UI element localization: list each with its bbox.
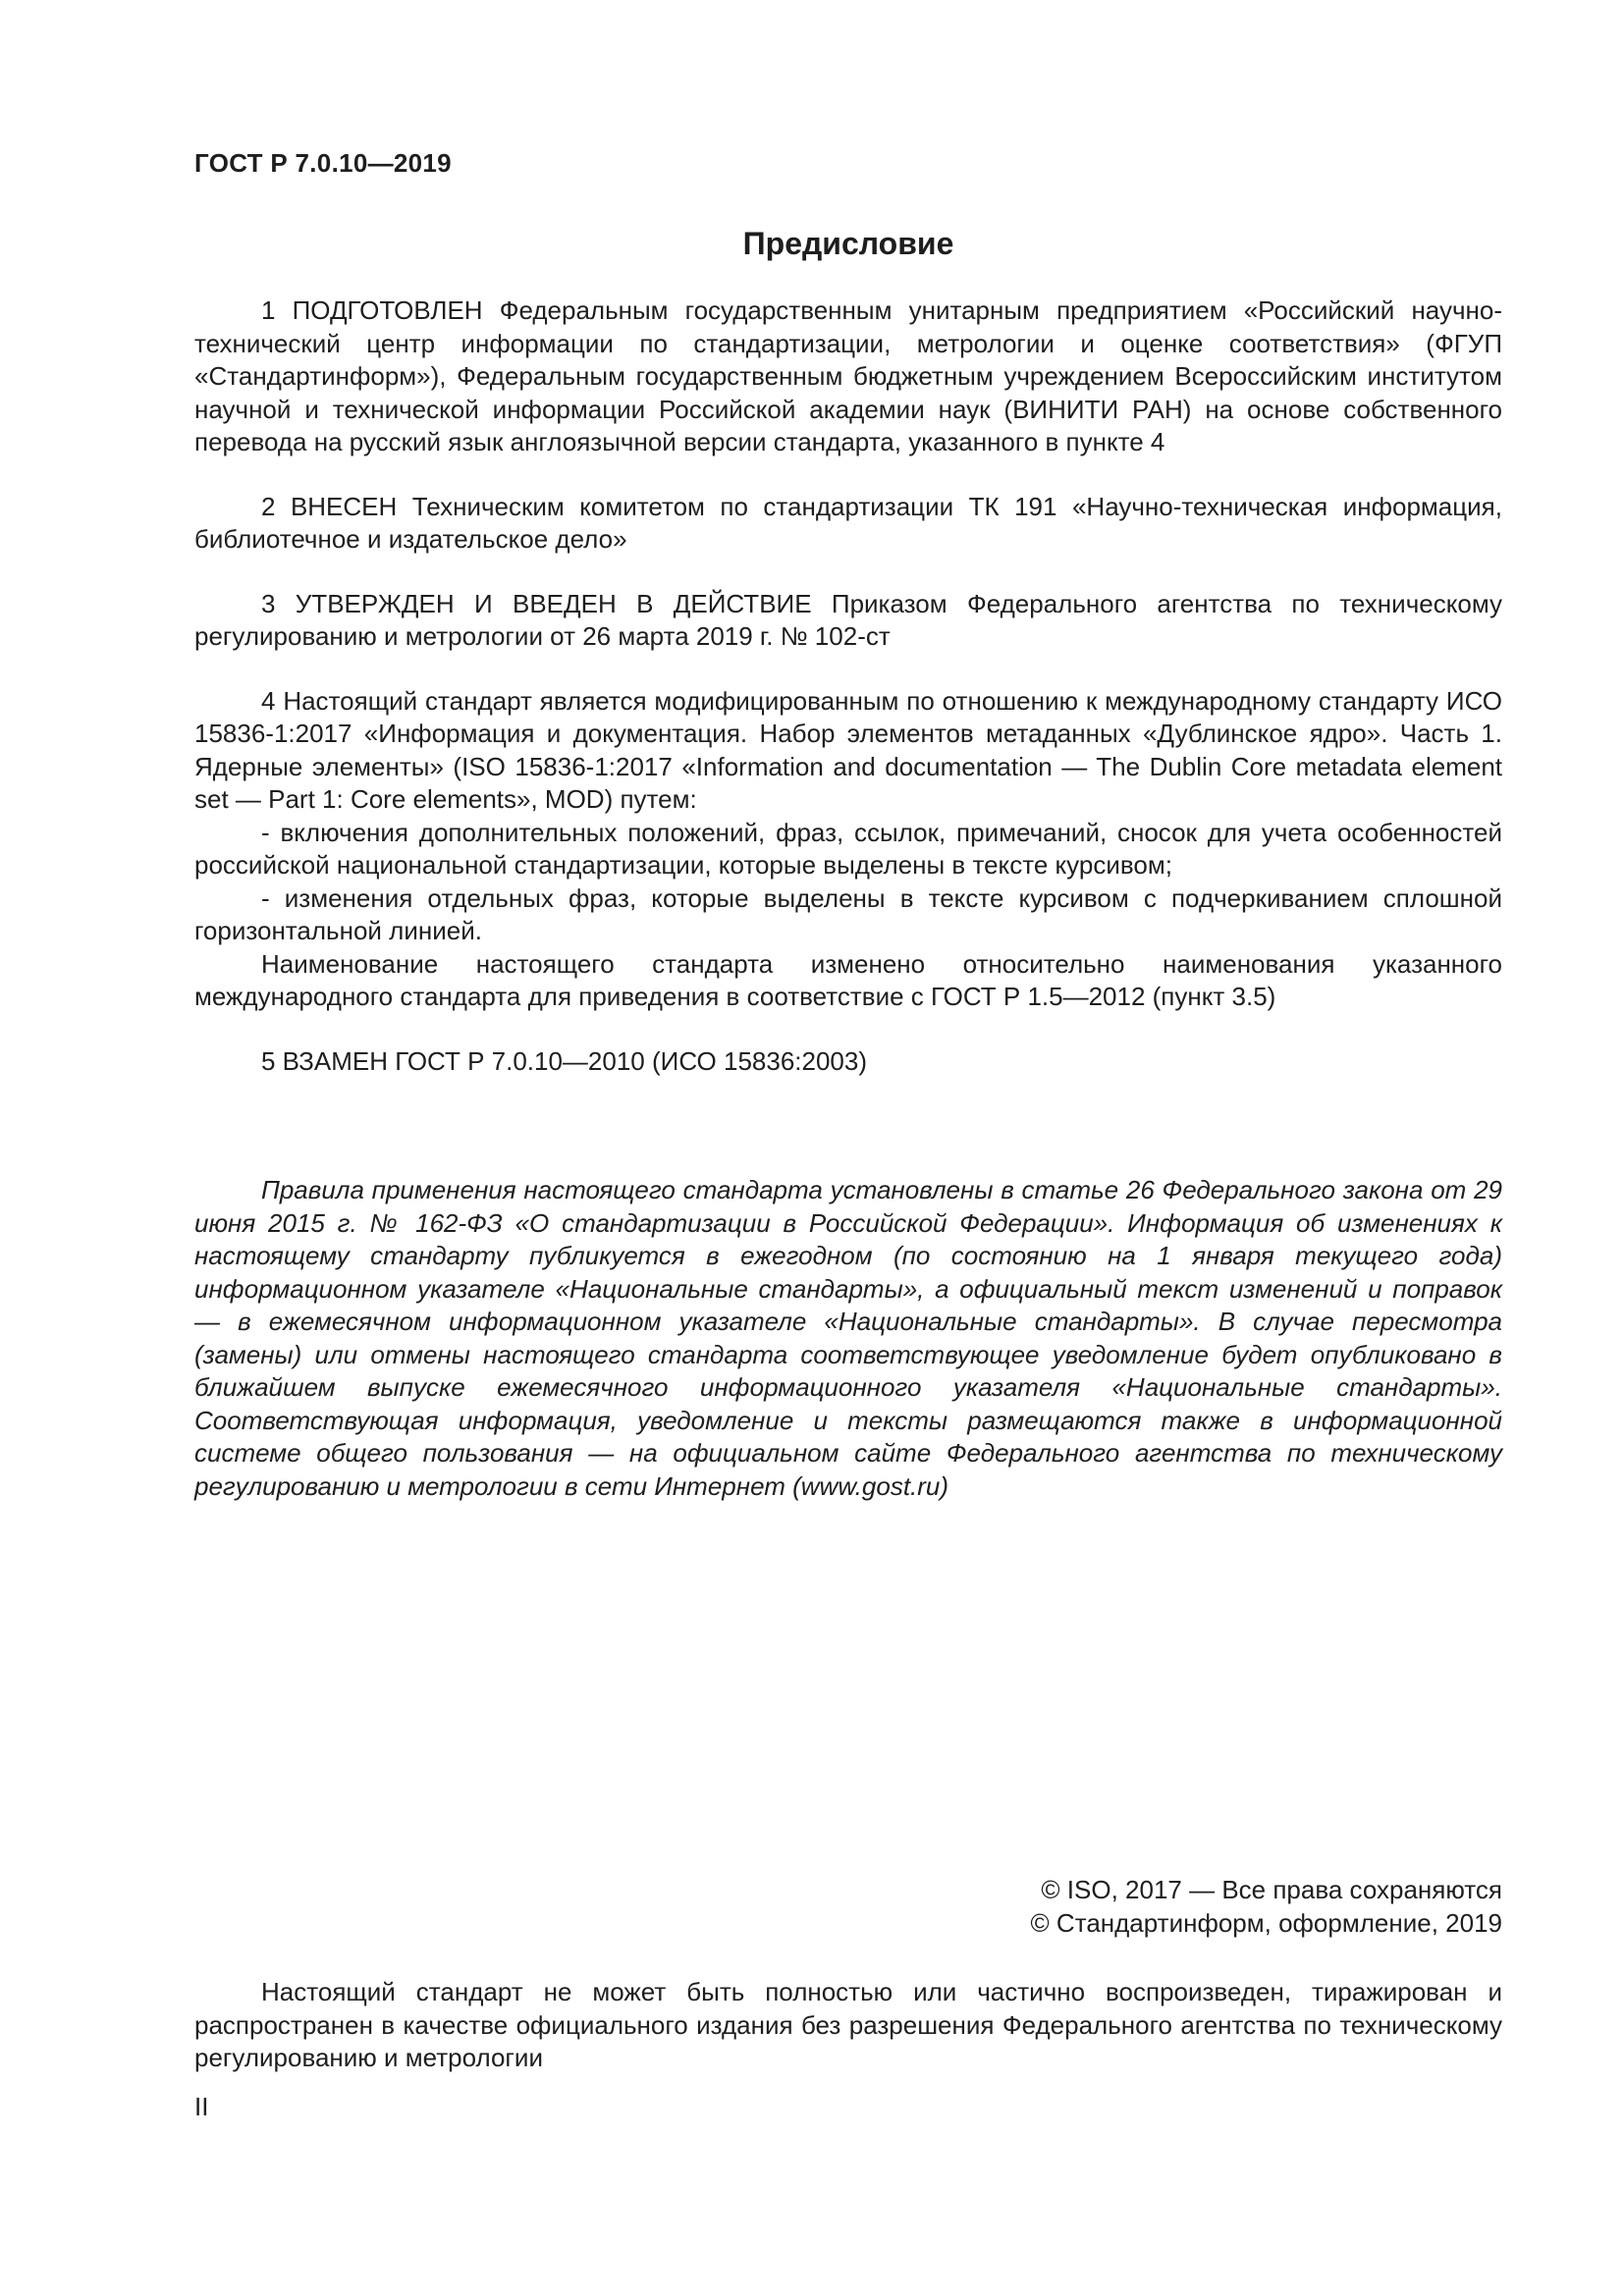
reproduction-notice	[194, 1976, 1502, 2075]
preface-item-2: 2 ВНЕСЕН Техническим комитетом по стандартизации ТК 191 «Научно-техническая информация, библиотечное и издательское дело»	[194, 491, 1502, 554]
page-number: II	[194, 2092, 209, 2121]
preface-item-1: 1 ПОДГОТОВЛЕН Федеральным государственным унитарным предприятием «Российский научно-технический центр информации по стандартизации, метрологии и оценке соответствия» (ФГУП «Стандартинформ»), Федеральным государственным бюджетным учреждением Всероссийским институтом научной и технической информации Российской академии наук (ВИНИТИ РАН) на основе собственного перевода на русский язык англоязычной версии стандарта, указанного в пункте 4	[194, 295, 1502, 456]
standard-code: ГОСТ Р 7.0.10—2019	[194, 148, 452, 178]
copyright-standartinform: © Стандартинформ, оформление, 2019	[1030, 1907, 1502, 1938]
preface-item-3: 3 УТВЕРЖДЕН И ВВЕДЕН В ДЕЙСТВИЕ Приказом Федерального агентства по техническому регулированию и метрологии от 26 марта 2019 г. № 102-ст	[194, 588, 1502, 651]
copyright-iso: © ISO, 2017 — Все права сохраняются	[1041, 1875, 1502, 1904]
application-rules-notice	[194, 1174, 1502, 1503]
preface-item-5: 5 ВЗАМЕН ГОСТ Р 7.0.10—2010 (ИСО 15836:2003)	[261, 1045, 868, 1076]
preface-item-4-naming-note: Наименование настоящего стандарта изменено относительно наименования указанного международного стандарта для приведения в соответствие с ГОСТ Р 1.5—2012 (пункт 3.5)	[194, 948, 1502, 1011]
notice-text: Правила применения настоящего стандарта установлены в статье 26 Федерального закона от 29 июня 2015 г. № 162-ФЗ «О стандартизации в Российской Федерации». Информация об изменениях к настоящему стандарту публикуется в ежегодном (по состоянию на 1 января текущего года) информационном указателе «Национальные стандарты», а официальный текст изменений и поправок — в ежемесячном информационном указателе «Национальные стандарты». В случае пересмотра (замены) или отмены настоящего стандарта соответствующее уведомление будет опубликовано в ближайшем выпуске ежемесячного информационного указателя «Национальные стандарты». Соответствующая информация, уведомление и тексты размещаются также в информационной системе общего пользования — на официальном сайте Федерального агентства по техническому регулированию и метрологии в сети Интернет (www.gost.ru)	[194, 1175, 1502, 1501]
copyright-block	[1031, 1874, 1502, 1940]
preface-item-4: 4 Настоящий стандарт является модифицированным по отношению к международному стандарту ИСО 15836-1:2017 «Информация и документация. Набор элементов метаданных «Дублинское ядро». Часть 1. Ядерные элементы» (ISO 15836-1:2017 «Information and documentation — The Dublin Core metadata element set — Part 1: Core elements», MOD) путем:	[194, 685, 1502, 814]
preface-item-4-bullet-2: - изменения отдельных фраз, которые выделены в тексте курсивом с подчеркиванием сплошной горизонтальной линией.	[194, 882, 1502, 945]
preface-title: Предисловие	[742, 226, 954, 261]
preface-body	[194, 294, 1502, 1078]
reproduction-text: Настоящий стандарт не может быть полностью или частично воспроизведен, тиражирован и распространен в качестве официального издания без разрешения Федерального агентства по техническому регулированию и метрологии	[194, 1977, 1502, 2072]
preface-item-4-bullet-1: - включения дополнительных положений, фраз, ссылок, примечаний, сносок для учета особенностей российской национальной стандартизации, которые выделены в тексте курсивом;	[194, 817, 1502, 880]
